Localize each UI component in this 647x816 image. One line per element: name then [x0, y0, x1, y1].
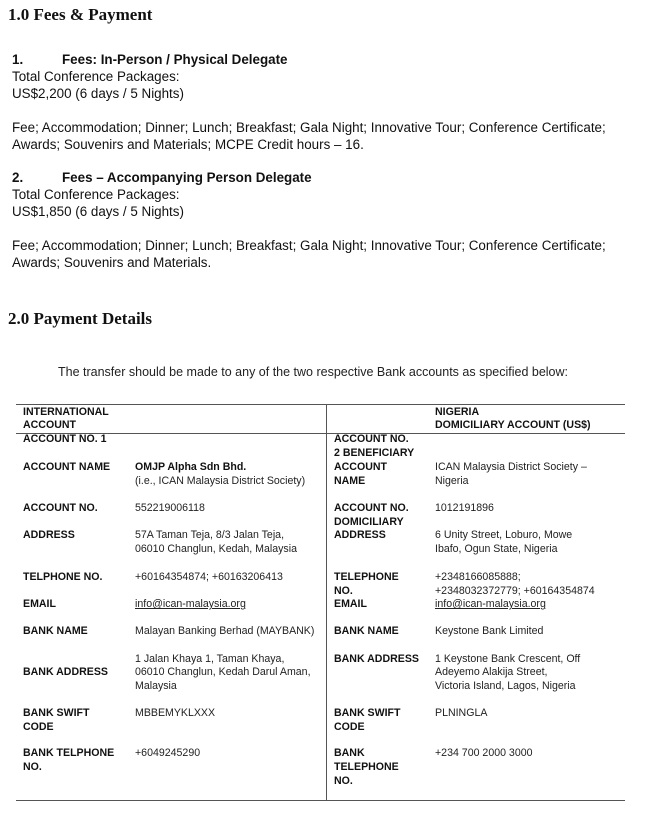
left-email-label: EMAIL [23, 598, 56, 610]
left-accno-label: ACCOUNT NO. [23, 502, 98, 514]
right-name-label-line1: ACCOUNT [334, 461, 387, 473]
item1-number: 1. [12, 52, 24, 67]
right-name-label-line2: NAME [334, 475, 366, 487]
right-accno-value: 1012191896 [435, 502, 494, 514]
left-name-value-note: (i.e., ICAN Malaysia District Society) [135, 475, 306, 487]
left-name-value: OMJP Alpha Sdn Bhd. [135, 461, 247, 473]
left-header-line2: ACCOUNT [23, 419, 76, 431]
left-bank-address-label: BANK ADDRESS [23, 666, 108, 678]
right-bank-phone-value: +234 700 2000 3000 [435, 747, 533, 759]
item2-number: 2. [12, 170, 24, 185]
right-swift-label-line2: CODE [334, 721, 365, 733]
right-address-value-line2: Ibafo, Ogun State, Nigeria [435, 543, 558, 555]
right-email-link[interactable]: info@ican-malaysia.org [435, 598, 546, 610]
item1-heading: Fees: In-Person / Physical Delegate [62, 52, 288, 67]
section2-title: 2.0 Payment Details [8, 309, 153, 328]
item1-inclusions-line2: Awards; Souvenirs and Materials; MCPE Credit hours – 16. [12, 137, 364, 152]
left-name-label: ACCOUNT NAME [23, 461, 111, 473]
table-top-border [16, 404, 625, 405]
right-bank-address-label: BANK ADDRESS [334, 653, 419, 665]
left-bank-name-label: BANK NAME [23, 625, 88, 637]
section1-title: 1.0 Fees & Payment [8, 5, 153, 24]
right-bank-address-value-line1: 1 Keystone Bank Crescent, Off [435, 653, 581, 665]
left-swift-label-line1: BANK SWIFT [23, 707, 90, 719]
left-bank-phone-value: +6049245290 [135, 747, 201, 759]
left-account-no-label: ACCOUNT NO. 1 [23, 433, 107, 445]
payment-intro: The transfer should be made to any of the two respective Bank accounts as specified below: [58, 365, 569, 379]
right-phone-label-line1: TELEPHONE [334, 571, 399, 583]
right-address-label: ADDRESS [334, 529, 386, 541]
left-email-link[interactable]: info@ican-malaysia.org [135, 598, 246, 610]
right-accno-label-line2: DOMICILIARY [334, 516, 404, 528]
right-phone-value-line2: +2348032372779; +60164354874 [435, 585, 595, 597]
left-swift-label-line2: CODE [23, 721, 54, 733]
right-phone-label-line2: NO. [334, 585, 353, 597]
right-phone-value-line1: +2348166085888; [435, 571, 521, 583]
right-bank-phone-label-line3: NO. [334, 775, 353, 787]
right-bank-name-label: BANK NAME [334, 625, 399, 637]
left-bank-phone-label-line2: NO. [23, 761, 42, 773]
item1-packages-label: Total Conference Packages: [12, 69, 180, 84]
right-swift-value: PLNINGLA [435, 707, 488, 719]
left-swift-value: MBBEMYKLXXX [135, 707, 216, 719]
left-bank-address-value-line3: Malaysia [135, 680, 177, 692]
right-accno-label-line1: ACCOUNT NO. [334, 502, 409, 514]
item1-inclusions-line1: Fee; Accommodation; Dinner; Lunch; Breakfast; Gala Night; Innovative Tour; Conference Certificate; [12, 120, 606, 135]
item2-packages-label: Total Conference Packages: [12, 187, 180, 202]
item2-price: US$1,850 (6 days / 5 Nights) [12, 204, 184, 219]
item1-price: US$2,200 (6 days / 5 Nights) [12, 86, 184, 101]
right-name-value-line1: ICAN Malaysia District Society – [435, 461, 587, 473]
item2-heading: Fees – Accompanying Person Delegate [62, 170, 312, 185]
right-bank-address-value-line2: Adeyemo Alakija Street, [435, 666, 548, 678]
right-bank-phone-label-line1: BANK [334, 747, 365, 759]
left-header-line1: INTERNATIONAL [23, 406, 109, 418]
left-phone-value: +60164354874; +60163206413 [135, 571, 283, 583]
left-address-value-line1: 57A Taman Teja, 8/3 Jalan Teja, [135, 529, 285, 541]
left-bank-name-value: Malayan Banking Berhad (MAYBANK) [135, 625, 315, 637]
right-account-no-label-line1: ACCOUNT NO. [334, 433, 409, 445]
right-bank-phone-label-line2: TELEPHONE [334, 761, 399, 773]
right-account-no-label-line2: 2 BENEFICIARY [334, 447, 415, 459]
left-bank-phone-label-line1: BANK TELPHONE [23, 747, 115, 759]
left-accno-value: 552219006118 [135, 502, 205, 514]
item2-inclusions-line1: Fee; Accommodation; Dinner; Lunch; Breakfast; Gala Night; Innovative Tour; Conference Certificate; [12, 238, 606, 253]
right-bank-address-value-line3: Victoria Island, Lagos, Nigeria [435, 680, 576, 692]
left-address-value-line2: 06010 Changlun, Kedah, Malaysia [135, 543, 297, 555]
right-email-label: EMAIL [334, 598, 367, 610]
table-bottom-border [16, 800, 625, 801]
left-phone-label: TELPHONE NO. [23, 571, 103, 583]
right-address-value-line1: 6 Unity Street, Loburo, Mowe [435, 529, 573, 541]
left-bank-address-value-line2: 06010 Changlun, Kedah Darul Aman, [135, 666, 311, 678]
left-address-label: ADDRESS [23, 529, 75, 541]
left-bank-address-value-line1: 1 Jalan Khaya 1, Taman Khaya, [135, 653, 285, 665]
right-swift-label-line1: BANK SWIFT [334, 707, 401, 719]
right-bank-name-value: Keystone Bank Limited [435, 625, 544, 637]
table-header-divider [16, 433, 625, 434]
table-column-divider [326, 404, 327, 801]
item2-inclusions-line2: Awards; Souvenirs and Materials. [12, 255, 212, 270]
right-header-line2: DOMICILIARY ACCOUNT (US$) [435, 419, 591, 431]
right-name-value-line2: Nigeria [435, 475, 469, 487]
right-header-line1: NIGERIA [435, 406, 480, 418]
